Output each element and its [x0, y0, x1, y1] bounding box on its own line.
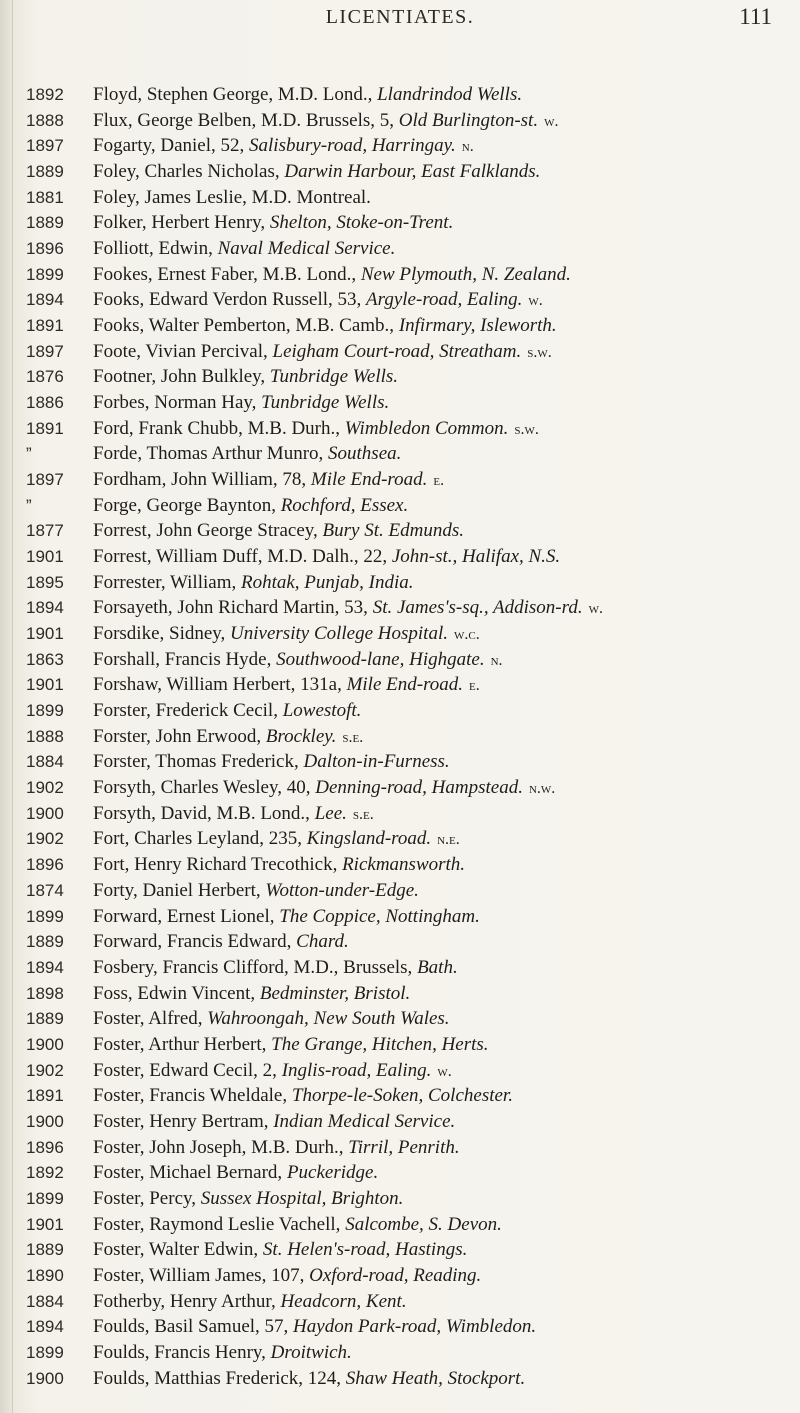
year-item: 1900 [26, 1368, 64, 1388]
list-item [93, 904, 783, 930]
year-item: 1896 [26, 1137, 64, 1157]
list-item [93, 672, 783, 698]
year-item: 1874 [26, 880, 64, 900]
entry-address: Rochford, Essex. [280, 494, 409, 516]
year-item: 1894 [26, 598, 64, 618]
page-edge-rule [12, 0, 13, 1413]
year-item: 1899 [26, 906, 64, 926]
year-item: 1891 [26, 316, 64, 336]
list-item [93, 287, 783, 313]
year-item: 1901 [26, 675, 64, 695]
entry-address: Shelton, Stoke-on-Trent. [269, 212, 454, 234]
list-item [93, 493, 783, 519]
entry-name: Foster, Raymond Leslie Vachell, [93, 1213, 341, 1235]
list-item [93, 416, 783, 442]
list-item [93, 390, 783, 416]
entry-district: n.w. [528, 780, 556, 798]
entry-address: John-st., Halifax, N.S. [391, 546, 561, 568]
entry-address: St. Helen's-road, Hastings. [262, 1239, 468, 1261]
entry-district: e. [469, 677, 480, 695]
entry-district: w. [437, 1062, 452, 1080]
year-item: 1889 [26, 213, 64, 233]
entry-address: Bedminster, Bristol. [259, 982, 411, 1004]
entry-address: Argyle-road, Ealing. [366, 289, 523, 311]
year-item: 1891 [26, 418, 64, 438]
entry-address: Southwood-lane, Highgate. [276, 648, 485, 670]
entry-address: Dalton-in-Furness. [303, 751, 450, 773]
list-item [93, 878, 783, 904]
entry-address: Mile End-road. [346, 674, 464, 696]
entry-address: Naval Medical Service. [217, 238, 396, 260]
year-item: 1900 [26, 1034, 64, 1054]
entry-name: Fooks, Walter Pemberton, M.B. Camb., [93, 315, 395, 337]
year-item: 1889 [26, 1240, 64, 1260]
entry-address: The Grange, Hitchen, Herts. [271, 1033, 489, 1055]
list-item [93, 1032, 783, 1058]
list-item [93, 236, 783, 262]
entry-district: e. [433, 472, 445, 490]
entry-name: Forster, Thomas Frederick, [93, 751, 299, 773]
year-item: 1886 [26, 393, 64, 413]
entry-district: n. [490, 651, 503, 669]
list-item [93, 108, 783, 134]
year-item: 1901 [26, 624, 64, 644]
entry-address: Chard. [296, 931, 349, 953]
page-title: LICENTIATES. [325, 6, 475, 28]
entry-name: Fordham, John William, 78, [93, 469, 307, 491]
list-item [93, 1340, 783, 1366]
list-item [93, 1314, 783, 1340]
entry-address: Haydon Park-road, Wimbledon. [293, 1316, 537, 1338]
entry-address: Rickmansworth. [342, 854, 466, 876]
year-item: 1888 [26, 110, 64, 130]
entry-name: Fosbery, Francis Clifford, M.D., Brussels, [93, 956, 413, 978]
entry-district: n. [461, 138, 474, 156]
entry-name: Forster, Frederick Cecil, [93, 700, 278, 722]
list-item [93, 595, 783, 621]
list-item [93, 339, 783, 365]
list-item [93, 82, 783, 108]
entry-name: Forsayeth, John Richard Martin, 53, [93, 597, 368, 619]
year-item: 1894 [26, 1317, 64, 1337]
entry-address: Thorpe-le-Soken, Colchester. [291, 1085, 513, 1107]
entry-address: Sussex Hospital, Brighton. [200, 1187, 404, 1209]
entry-name: Fooks, Edward Verdon Russell, 53, [93, 289, 362, 311]
year-item: 1899 [26, 264, 64, 284]
page-header [0, 4, 800, 34]
list-item [93, 467, 783, 493]
year-item: 1902 [26, 1060, 64, 1080]
year-item: 1897 [26, 136, 64, 156]
entry-address: Salisbury-road, Harringay. [249, 135, 456, 157]
list-item [93, 647, 783, 673]
list-item [93, 749, 783, 775]
year-column [26, 82, 82, 1391]
entry-address: Bath. [417, 956, 458, 978]
list-item [93, 210, 783, 236]
year-item: 1900 [26, 803, 64, 823]
entry-name: Forshaw, William Herbert, 131a, [93, 674, 342, 696]
entry-name: Foster, Alfred, [93, 1008, 203, 1030]
entry-address: University College Hospital. [230, 623, 448, 645]
year-item: 1891 [26, 1086, 64, 1106]
entry-address: St. James's-sq., Addison-rd. [372, 597, 583, 619]
entry-district: w.c. [454, 626, 480, 644]
entry-address: Darwin Harbour, East Falklands. [284, 161, 541, 183]
year-item: ” [26, 444, 32, 464]
entry-name: Forge, George Baynton, [93, 494, 276, 516]
year-item: 1877 [26, 521, 64, 541]
list-item [93, 364, 783, 390]
entry-name: Foss, Edwin Vincent, [93, 982, 256, 1004]
page-number: 111 [739, 4, 772, 29]
list-item [93, 1212, 783, 1238]
entry-name: Fort, Charles Leyland, 235, [93, 828, 302, 850]
entry-name: Flux, George Belben, M.D. Brussels, 5, [93, 109, 394, 131]
entry-address: Indian Medical Service. [273, 1110, 456, 1132]
entry-district: w. [588, 600, 603, 618]
year-item: 1899 [26, 1342, 64, 1362]
year-item: 1901 [26, 1214, 64, 1234]
entry-address: Kingsland-road. [306, 828, 432, 850]
year-item: 1900 [26, 1111, 64, 1131]
list-item [93, 724, 783, 750]
list-item [93, 1160, 783, 1186]
entry-address: Wotton-under-Edge. [265, 879, 419, 901]
list-item [93, 826, 783, 852]
list-item [93, 621, 783, 647]
entry-address: Puckeridge. [286, 1162, 379, 1184]
year-item: 1881 [26, 187, 64, 207]
list-item [93, 1263, 783, 1289]
entry-district: w. [544, 112, 559, 130]
list-item [93, 1058, 783, 1084]
entry-district: n.e. [437, 831, 460, 849]
year-item: 1896 [26, 855, 64, 875]
year-item: 1895 [26, 572, 64, 592]
entry-address: Infirmary, Isleworth. [398, 315, 557, 337]
entry-name: Forrest, William Duff, M.D. Dalh., 22, [93, 546, 388, 568]
year-item: 1890 [26, 1265, 64, 1285]
list-item [93, 133, 783, 159]
entry-district: s.w. [527, 343, 552, 361]
list-item [93, 775, 783, 801]
list-item [93, 955, 783, 981]
entry-address: Bury St. Edmunds. [322, 520, 464, 542]
year-item: 1892 [26, 1163, 64, 1183]
year-item: 1863 [26, 649, 64, 669]
year-item: 1897 [26, 341, 64, 361]
year-item: 1898 [26, 983, 64, 1003]
year-item: 1902 [26, 829, 64, 849]
list-item [93, 1289, 783, 1315]
entry-name: Floyd, Stephen George, M.D. Lond., [93, 84, 373, 105]
year-item: 1894 [26, 290, 64, 310]
entry-district: w. [528, 292, 543, 310]
entry-address: Wahroongah, New South Wales. [207, 1008, 450, 1030]
list-item [93, 518, 783, 544]
entry-name: Foster, Henry Bertram, [93, 1110, 269, 1132]
entry-name: Folliott, Edwin, [93, 238, 213, 260]
entry-address: Shaw Heath, Stockport. [345, 1367, 526, 1389]
list-item [93, 1135, 783, 1161]
entry-address: Leigham Court-road, Streatham. [272, 340, 522, 362]
year-item: 1876 [26, 367, 64, 387]
entry-name: Fort, Henry Richard Trecothick, [93, 854, 338, 876]
entry-name: Foster, Walter Edwin, [93, 1239, 259, 1261]
entry-name: Forty, Daniel Herbert, [93, 879, 261, 901]
list-item [93, 929, 783, 955]
list-item [93, 1366, 783, 1392]
list-item [93, 185, 783, 211]
entry-address: Salcombe, S. Devon. [345, 1213, 502, 1235]
entry-address: Brockley. [265, 725, 337, 747]
list-item [93, 1186, 783, 1212]
entry-address: Mile End-road. [310, 469, 428, 491]
year-item: 1894 [26, 957, 64, 977]
list-item [93, 1109, 783, 1135]
entry-name: Foley, James Leslie, M.D. Montreal. [93, 186, 371, 208]
entry-address: Inglis-road, Ealing. [281, 1059, 432, 1081]
year-item: 1888 [26, 726, 64, 746]
entry-name: Forde, Thomas Arthur Munro, [93, 443, 324, 465]
entry-name: Foulds, Francis Henry, [93, 1341, 266, 1363]
entry-address: Lowestoft. [282, 700, 362, 722]
list-item [93, 981, 783, 1007]
entry-address: Southsea. [328, 443, 402, 465]
entry-address: Tunbridge Wells. [269, 366, 399, 388]
year-item: 1889 [26, 1009, 64, 1029]
entry-address: Headcorn, Kent. [280, 1290, 407, 1312]
entry-address: Tunbridge Wells. [261, 392, 390, 414]
entry-district: s.e. [352, 805, 374, 823]
entry-name: Forward, Francis Edward, [93, 931, 292, 953]
entry-name: Fookes, Ernest Faber, M.B. Lond., [93, 263, 357, 285]
entry-address: Llandrindod Wells. [377, 84, 523, 105]
entry-list [93, 82, 783, 1391]
entry-address: Denning-road, Hampstead. [315, 777, 523, 799]
entry-name: Fogarty, Daniel, 52, [93, 135, 245, 157]
entry-name: Forrester, William, [93, 571, 237, 593]
list-item [93, 262, 783, 288]
entry-name: Forbes, Norman Hay, [93, 392, 257, 414]
year-item: 1897 [26, 470, 64, 490]
entry-address: The Coppice, Nottingham. [279, 905, 480, 927]
entry-name: Forward, Ernest Lionel, [93, 905, 275, 927]
year-item: 1892 [26, 85, 64, 104]
year-item: 1884 [26, 1291, 64, 1311]
list-item [93, 441, 783, 467]
entry-address: Wimbledon Common. [344, 417, 509, 439]
entry-name: Ford, Frank Chubb, M.B. Durh., [93, 417, 341, 439]
entry-address: Old Burlington-st. [398, 109, 539, 131]
entry-name: Forsdike, Sidney, [93, 623, 226, 645]
list-item [93, 698, 783, 724]
list-item [93, 801, 783, 827]
entry-name: Forshall, Francis Hyde, [93, 648, 272, 670]
year-item: 1889 [26, 932, 64, 952]
year-item: 1899 [26, 701, 64, 721]
entry-address: Oxford-road, Reading. [309, 1264, 482, 1286]
entry-name: Forsyth, Charles Wesley, 40, [93, 777, 311, 799]
year-item: ” [26, 495, 32, 515]
entry-name: Foulds, Matthias Frederick, 124, [93, 1367, 342, 1389]
entry-name: Folker, Herbert Henry, [93, 212, 266, 234]
entry-address: Droitwich. [270, 1341, 352, 1363]
list-item [93, 313, 783, 339]
entry-name: Footner, John Bulkley, [93, 366, 266, 388]
entry-address: Lee. [314, 802, 347, 824]
entry-address: New Plymouth, N. Zealand. [360, 263, 571, 285]
entry-address: Tirril, Penrith. [348, 1136, 460, 1158]
entry-name: Foulds, Basil Samuel, 57, [93, 1316, 289, 1338]
entry-name: Foley, Charles Nicholas, [93, 161, 280, 183]
list-item [93, 570, 783, 596]
list-item [93, 1237, 783, 1263]
entry-address: Rohtak, Punjab, India. [240, 571, 414, 593]
list-item [93, 1006, 783, 1032]
list-item [93, 544, 783, 570]
entry-name: Foster, Percy, [93, 1187, 197, 1209]
entry-name: Forrest, John George Stracey, [93, 520, 318, 542]
entry-name: Foote, Vivian Percival, [93, 340, 268, 362]
entry-district: s.e. [342, 728, 364, 746]
year-item: 1902 [26, 778, 64, 798]
entry-name: Foster, Francis Wheldale, [93, 1085, 288, 1107]
year-item: 1901 [26, 547, 64, 567]
entry-name: Foster, John Joseph, M.B. Durh., [93, 1136, 344, 1158]
entry-name: Foster, Michael Bernard, [93, 1162, 283, 1184]
list-item [93, 852, 783, 878]
entry-district: s.w. [514, 420, 539, 438]
list-item [93, 1083, 783, 1109]
entry-name: Foster, Edward Cecil, 2, [93, 1059, 277, 1081]
entry-name: Forsyth, David, M.B. Lond., [93, 802, 310, 824]
year-item: 1899 [26, 1188, 64, 1208]
entry-name: Fotherby, Henry Arthur, [93, 1290, 276, 1312]
entry-name: Foster, William James, 107, [93, 1264, 305, 1286]
year-item: 1896 [26, 239, 64, 259]
year-item: 1889 [26, 162, 64, 182]
year-item: 1884 [26, 752, 64, 772]
list-item [93, 159, 783, 185]
entry-name: Forster, John Erwood, [93, 725, 262, 747]
entry-name: Foster, Arthur Herbert, [93, 1033, 267, 1055]
